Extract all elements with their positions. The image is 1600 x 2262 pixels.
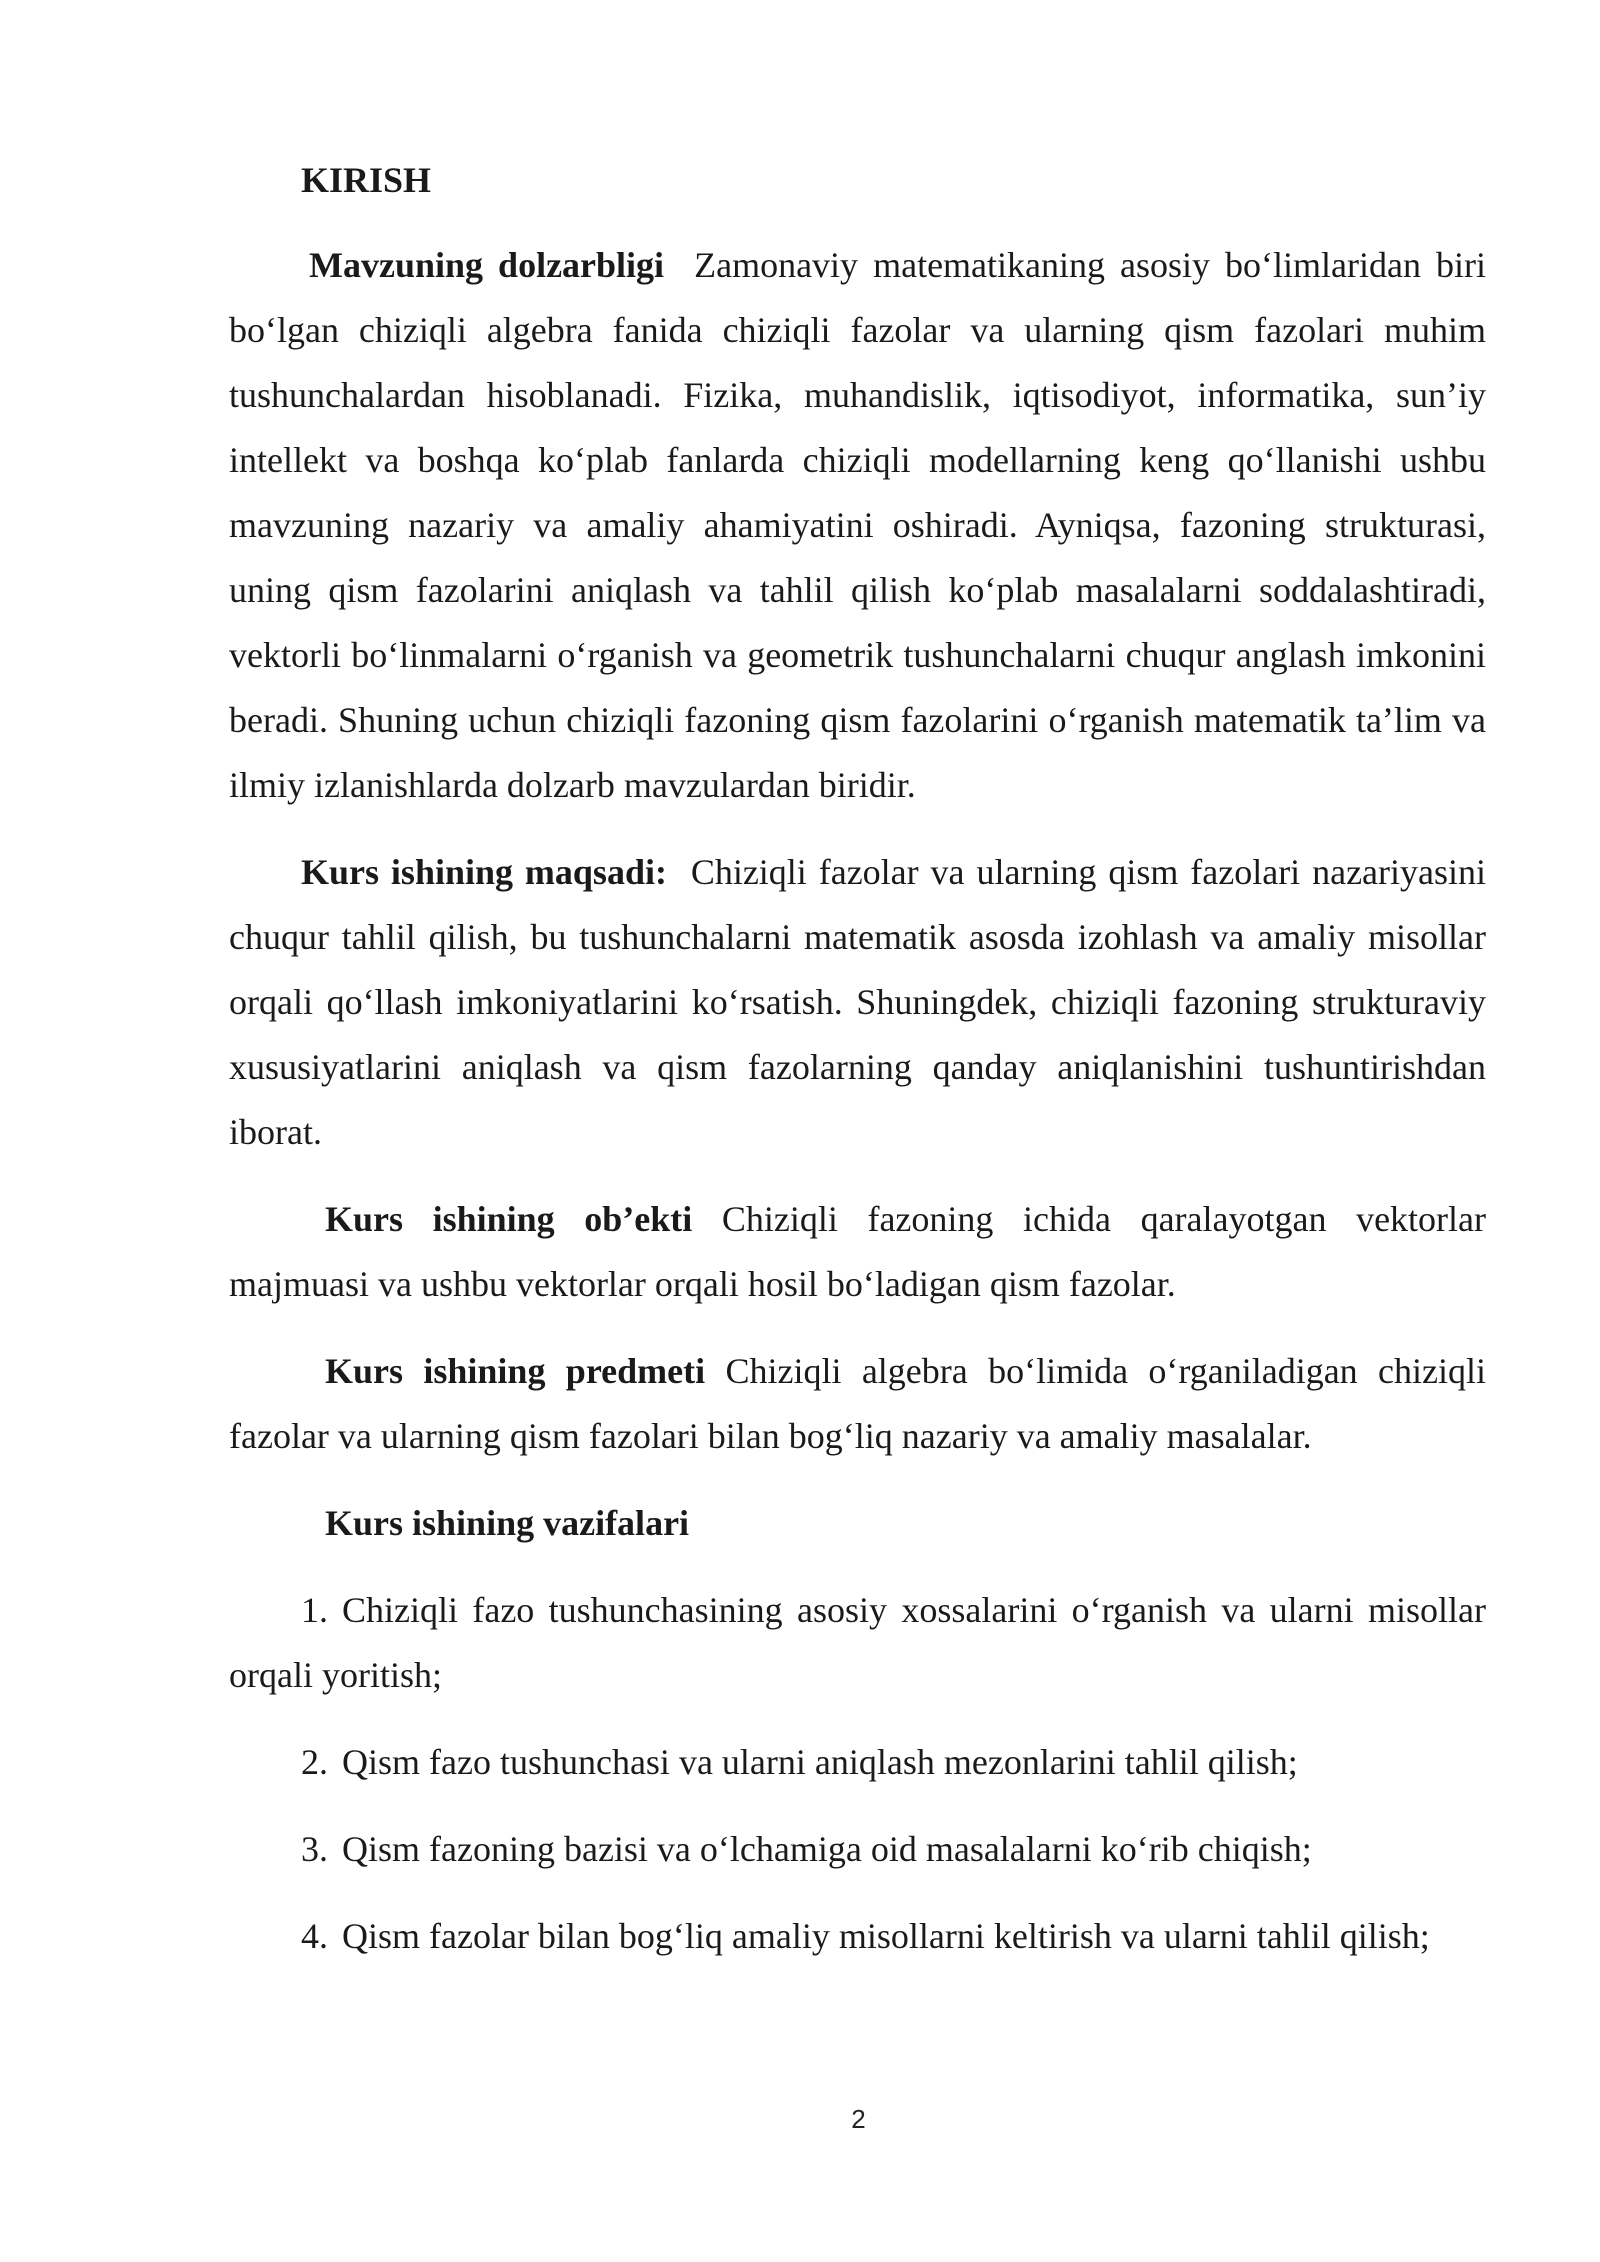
list-item-number: 1. (301, 1590, 328, 1630)
list-item-number: 4. (301, 1916, 328, 1956)
list-item (229, 1578, 1486, 1708)
paragraph-text: Zamonaviy matematikaning asosiy bo‘limlaridan biri bo‘lgan chiziqli algebra fanida chiziqli fazolar va ularning qism fazolari muhim tushunchalardan hisoblanadi. Fizika, muhandislik, iqtisodiyot, informatika, sun’iy intellekt va boshqa ko‘plab fanlarda chiziqli modellarning keng qo‘llanishi ushbu mavzuning nazariy va amaliy ahamiyatini oshiradi. Ayniqsa, fazoning strukturasi, uning qism fazolarini aniqlash va tahlil qilish ko‘plab masalalarni soddalashtiradi, vektorli bo‘linmalarni o‘rganish va geometrik tushunchalarni chuqur anglash imkonini beradi. Shuning uchun chiziqli fazoning qism fazolarini o‘rganish matematik ta’lim va ilmiy izlanishlarda dolzarb mavzulardan biridir. (229, 245, 1487, 805)
list-item (229, 1730, 1486, 1795)
list-item-number: 2. (301, 1742, 328, 1782)
list-item (229, 1904, 1486, 1969)
list-item (229, 1817, 1486, 1882)
list-item-text: Qism fazolar bilan bog‘liq amaliy misollarni keltirish va ularni tahlil qilish; (342, 1916, 1430, 1956)
paragraph-subject (229, 1339, 1486, 1469)
paragraph-relevance (229, 233, 1486, 818)
page-content (229, 148, 1486, 1991)
paragraph-label: Kurs ishining maqsadi: (301, 852, 667, 892)
paragraph-goal (229, 840, 1486, 1165)
list-item-text: Qism fazoning bazisi va o‘lchamiga oid masalalarni ko‘rib chiqish; (342, 1829, 1312, 1869)
page-number: 2 (851, 2104, 866, 2134)
paragraph-label: Kurs ishining ob’ekti (325, 1199, 693, 1239)
list-item-text: Chiziqli fazo tushunchasining asosiy xossalarini o‘rganish va ularni misollar orqali yoritish; (229, 1590, 1486, 1695)
paragraph-text: Chiziqli fazoning ichida qaralayotgan vektorlar majmuasi va ushbu vektorlar orqali hosil bo‘ladigan qism fazolar. (229, 1199, 1486, 1304)
page-title: KIRISH (301, 160, 432, 200)
paragraph-text: Chiziqli fazolar va ularning qism fazolari nazariyasini chuqur tahlil qilish, bu tushunchalarni matematik asosda izohlash va amaliy misollar orqali qo‘llash imkoniyatlarini ko‘rsatish. Shuningdek, chiziqli fazoning strukturaviy xususiyatlarini aniqlash va qism fazolarning qanday aniqlanishini tushuntirishdan iborat. (229, 852, 1487, 1152)
list-item-number: 3. (301, 1829, 328, 1869)
tasks-heading: Kurs ishining vazifalari (325, 1503, 690, 1543)
paragraph-text: Chiziqli algebra bo‘limida o‘rganiladigan chiziqli fazolar va ularning qism fazolari bilan bog‘liq nazariy va amaliy masalalar. (229, 1351, 1487, 1456)
list-item-text: Qism fazo tushunchasi va ularni aniqlash mezonlarini tahlil qilish; (342, 1742, 1298, 1782)
paragraph-label: Mavzuning dolzarbligi (309, 245, 665, 285)
paragraph-object (229, 1187, 1486, 1317)
paragraph-label: Kurs ishining predmeti (325, 1351, 706, 1391)
